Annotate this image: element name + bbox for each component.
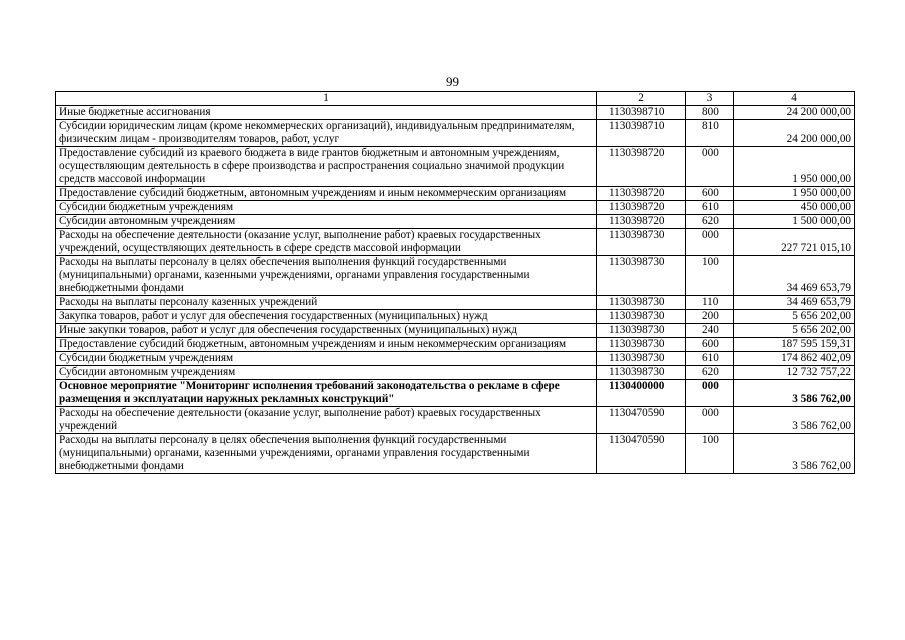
table-row — [56, 201, 855, 215]
row-type-cell: 600 — [686, 338, 734, 352]
row-name-cell: Субсидии юридическим лицам (кроме некоммерческих организаций), индивидуальным предпринимателям, физическим лицам - производителям товаров, работ, услуг — [56, 120, 597, 147]
row-name-cell: Расходы на обеспечение деятельности (оказание услуг, выполнение работ) краевых государственных учреждений, осуществляющих деятельность в сфере средств массовой информации — [56, 229, 597, 256]
row-name-cell: Иные бюджетные ассигнования — [56, 106, 597, 120]
row-sum-cell: 1 950 000,00 — [734, 187, 855, 201]
row-type-cell: 620 — [686, 215, 734, 229]
table-header-row — [56, 92, 855, 106]
table-row — [56, 215, 855, 229]
row-name-cell: Расходы на обеспечение деятельности (оказание услуг, выполнение работ) краевых государственных учреждений — [56, 407, 597, 434]
row-sum-cell: 24 200 000,00 — [734, 106, 855, 120]
row-name-cell: Расходы на выплаты персоналу в целях обеспечения выполнения функций государственными (муниципальными) органами, казенными учреждениями, органами управления государственными внебюджетными фондами — [56, 256, 597, 296]
table-row — [56, 324, 855, 338]
row-code-cell: 1130470590 — [597, 407, 686, 434]
row-sum-cell: 3 586 762,00 — [734, 407, 855, 434]
budget-table — [55, 91, 855, 474]
row-name-cell: Субсидии автономным учреждениям — [56, 215, 597, 229]
row-sum-cell: 174 862 402,09 — [734, 352, 855, 366]
row-name-cell: Основное мероприятие "Мониторинг исполнения требований законодательства о рекламе в сфере размещения и эксплуатации наружных рекламных конструкций" — [56, 380, 597, 407]
row-code-cell: 1130398730 — [597, 229, 686, 256]
row-type-cell: 800 — [686, 106, 734, 120]
row-sum-cell: 450 000,00 — [734, 201, 855, 215]
row-name-cell: Субсидии бюджетным учреждениям — [56, 352, 597, 366]
row-type-cell: 610 — [686, 352, 734, 366]
row-name-cell: Субсидии автономным учреждениям — [56, 366, 597, 380]
row-code-cell: 1130398720 — [597, 201, 686, 215]
row-code-cell: 1130398720 — [597, 187, 686, 201]
row-type-cell: 110 — [686, 296, 734, 310]
row-code-cell: 1130470590 — [597, 434, 686, 474]
table-row — [56, 407, 855, 434]
row-name-cell: Расходы на выплаты персоналу в целях обеспечения выполнения функций государственными (муниципальными) органами, казенными учреждениями, органами управления государственными внебюджетными фондами — [56, 434, 597, 474]
row-code-cell: 1130398710 — [597, 106, 686, 120]
row-type-cell: 610 — [686, 201, 734, 215]
table-row — [56, 338, 855, 352]
header-col-4: 4 — [734, 92, 855, 106]
row-type-cell: 000 — [686, 229, 734, 256]
header-col-1: 1 — [56, 92, 597, 106]
row-code-cell: 1130398720 — [597, 215, 686, 229]
row-sum-cell: 34 469 653,79 — [734, 256, 855, 296]
row-sum-cell: 12 732 757,22 — [734, 366, 855, 380]
row-type-cell: 000 — [686, 380, 734, 407]
row-type-cell: 620 — [686, 366, 734, 380]
row-type-cell: 000 — [686, 147, 734, 187]
row-sum-cell: 1 500 000,00 — [734, 215, 855, 229]
row-code-cell: 1130400000 — [597, 380, 686, 407]
header-col-2: 2 — [597, 92, 686, 106]
table-row — [56, 120, 855, 147]
row-type-cell: 600 — [686, 187, 734, 201]
table-row — [56, 106, 855, 120]
row-type-cell: 200 — [686, 310, 734, 324]
row-sum-cell: 227 721 015,10 — [734, 229, 855, 256]
row-sum-cell: 5 656 202,00 — [734, 310, 855, 324]
page-number: 99 — [446, 74, 459, 89]
row-code-cell: 1130398730 — [597, 296, 686, 310]
table-row — [56, 434, 855, 474]
row-sum-cell: 187 595 159,31 — [734, 338, 855, 352]
row-sum-cell: 34 469 653,79 — [734, 296, 855, 310]
row-name-cell: Расходы на выплаты персоналу казенных учреждений — [56, 296, 597, 310]
row-name-cell: Субсидии бюджетным учреждениям — [56, 201, 597, 215]
row-code-cell: 1130398730 — [597, 366, 686, 380]
row-sum-cell: 24 200 000,00 — [734, 120, 855, 147]
row-code-cell: 1130398720 — [597, 147, 686, 187]
row-sum-cell: 3 586 762,00 — [734, 434, 855, 474]
row-code-cell: 1130398730 — [597, 256, 686, 296]
header-col-3: 3 — [686, 92, 734, 106]
row-code-cell: 1130398730 — [597, 310, 686, 324]
table-row — [56, 147, 855, 187]
row-type-cell: 240 — [686, 324, 734, 338]
row-code-cell: 1130398730 — [597, 324, 686, 338]
row-name-cell: Предоставление субсидий бюджетным, автономным учреждениям и иным некоммерческим организациям — [56, 187, 597, 201]
row-sum-cell: 3 586 762,00 — [734, 380, 855, 407]
table-row — [56, 380, 855, 407]
row-sum-cell: 5 656 202,00 — [734, 324, 855, 338]
row-type-cell: 100 — [686, 434, 734, 474]
row-code-cell: 1130398710 — [597, 120, 686, 147]
row-type-cell: 810 — [686, 120, 734, 147]
table-row — [56, 310, 855, 324]
table-row — [56, 296, 855, 310]
row-name-cell: Предоставление субсидий из краевого бюджета в виде грантов бюджетным и автономным учреждениям, осуществляющим деятельность в сфере производства и распространения социально значимой продукции средств массовой информации — [56, 147, 597, 187]
row-sum-cell: 1 950 000,00 — [734, 147, 855, 187]
table-row — [56, 352, 855, 366]
row-name-cell: Иные закупки товаров, работ и услуг для обеспечения государственных (муниципальных) нужд — [56, 324, 597, 338]
row-code-cell: 1130398730 — [597, 338, 686, 352]
row-type-cell: 100 — [686, 256, 734, 296]
row-name-cell: Закупка товаров, работ и услуг для обеспечения государственных (муниципальных) нужд — [56, 310, 597, 324]
table-row — [56, 229, 855, 256]
table-row — [56, 187, 855, 201]
table-row — [56, 256, 855, 296]
row-code-cell: 1130398730 — [597, 352, 686, 366]
table-row — [56, 366, 855, 380]
row-type-cell: 000 — [686, 407, 734, 434]
row-name-cell: Предоставление субсидий бюджетным, автономным учреждениям и иным некоммерческим организациям — [56, 338, 597, 352]
